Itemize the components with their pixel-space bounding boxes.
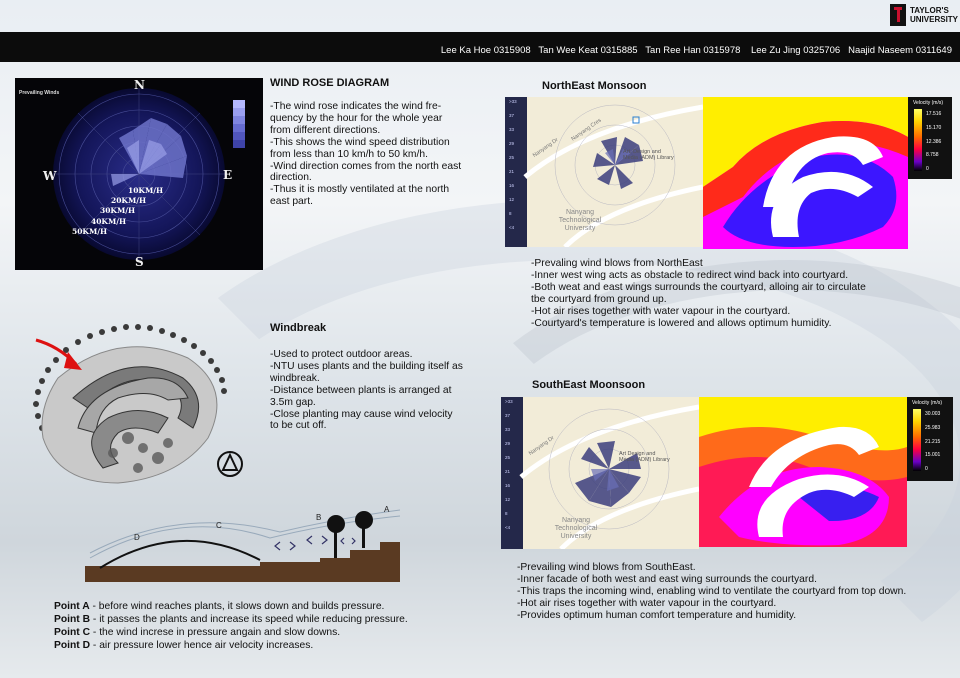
scale-label: 29 [509,141,515,146]
library-label: Art, Design and Media (ADM) Library [623,149,674,161]
ring-label: 40KM/H [91,217,127,226]
legend-tick: 21.215 [925,439,941,445]
scale-label: <4 [505,525,511,530]
point-label: Point C [54,626,91,638]
scale-label: 8 [509,211,512,216]
legend-tick: 8.758 [926,152,939,158]
scale-label: 8 [505,511,508,516]
section-label-a: A [384,505,390,514]
scale-label: 12 [509,197,515,202]
wind-section-diagram [80,498,400,586]
scale-label: 33 [505,427,511,432]
scale-label: 12 [505,497,511,502]
compass-north: N [134,78,145,92]
section-graphic [80,498,400,586]
library-label: Art Design and Media (ADM) Library [619,451,670,463]
scale-label: 33 [509,127,515,132]
wind-rose-text: -The wind rose indicates the wind fre- quency by the hour for the whole year from different directions. -This shows the wind speed distribution from less than 10 km/h to 50 km/h. -Wind direction comes from the north east direction. -Thus it is mostly ventilated at the north east part. [270,101,462,208]
scale-label: 16 [505,483,511,488]
scale-label: 16 [509,183,515,188]
scale-label: <4 [509,225,515,230]
campus-label: Nanyang Technological University [554,517,598,540]
road-label: Nanyang Dr [527,435,556,457]
point-item [54,640,408,653]
legend-tick: 0 [926,166,929,172]
road-label: Nanyang Cres [570,117,603,143]
logo-mark-icon [890,4,906,26]
university-logo [890,4,960,26]
legend-tick: 17.516 [926,111,942,117]
legend-tick: 25.983 [925,425,941,431]
point-label: Point B [54,613,91,625]
legend-tick: 15.001 [925,452,941,458]
scale-label: 25 [505,455,511,460]
section-label-b: B [316,513,322,522]
legend-title: Velocity (m/s) [912,400,943,406]
windbreak-heading: Windbreak [270,322,327,334]
windbreak-text: -Used to protect outdoor areas. -NTU uses plants and the building itself as windbreak. -Distance between plants is arranged at 3.5m gap. -Close planting may cause wind velocity to be cut off. [270,349,463,432]
point-item [54,614,408,627]
northeast-velocity-legend [908,97,952,179]
ring-label: 20KM/H [111,196,147,205]
scale-label: 25 [509,155,515,160]
legend-tick: 12.386 [926,139,942,145]
northeast-wind-map [505,97,703,247]
legend-tick: 0 [925,466,928,472]
section-label-c: C [216,521,222,530]
point-label: Point A [54,601,90,612]
section-label-d: D [134,533,140,542]
ring-label: 10KM/H [128,186,164,195]
ring-label: 50KM/H [72,227,108,236]
southeast-wind-map [501,397,699,549]
wind-rose-chart-title: Prevailing Winds [19,90,60,96]
se-sim-graphic [699,397,907,547]
group-member-names: Lee Ka Hoe 0315908 Tan Wee Keat 0315885 Tan Ree Han 0315978 Lee Zu Jing 0325706 Naajid Naseem 0311649 [440,45,952,56]
points-list [54,601,408,653]
wind-rose-heading: WIND ROSE DIAGRAM [270,77,390,89]
windbreak-site-plan [18,318,248,496]
legend-title: Velocity (m/s) [913,100,944,106]
southeast-text: -Prevailing wind blows from SouthEast. -Inner facade of both west and east wing surrounds the courtyard. -This traps the incoming wind, enabling wind to ventilate the courtyard from top down. -Hot air rises together with water vapour in the courtyard. -Provides optimum human comfort temperature and humidity. [517,562,907,621]
scale-label: 21 [509,169,515,174]
legend-tick: 30.003 [925,411,941,417]
scale-label: >33 [505,399,513,404]
scale-label: 21 [505,469,511,474]
campus-label: Nanyang Technological University [558,209,602,232]
northeast-heading: NorthEast Monsoon [542,80,647,92]
compass-south: S [135,255,144,269]
legend-gradient [914,109,922,171]
point-item [54,627,408,640]
road-label: Nanyang Dr [531,137,560,159]
southeast-velocity-legend [907,397,953,481]
southeast-description [517,562,957,622]
windbreak-description [270,349,500,432]
point-text: - the wind increse in pressure angain and slow downs. [90,626,341,638]
legend-tick: 15.170 [926,125,942,131]
ne-sim-graphic [703,97,908,249]
point-item [54,601,408,614]
ring-label: 30KM/H [100,206,136,215]
scale-label: 37 [509,113,515,118]
northeast-text: -Prevaling wind blows from NorthEast -Inner west wing acts as obstacle to redirect wind back into courtyard. -Both weat and east wings surrounds the courtyard, alloing air to circulate tbe courtyard from ground up. -Hot air rises together with water vapour in the courtyard. -Courtyard's temperature is lowered and allows optimum humidity. [531,258,866,329]
site-plan-graphic [18,318,248,496]
scale-label: >33 [509,99,517,104]
scale-label: 37 [505,413,511,418]
wind-rose-description [270,101,495,208]
wind-rose-image [15,78,263,270]
compass-east: E [223,168,233,182]
point-text: - before wind reaches plants, it slows down and builds pressure. [89,601,385,612]
northeast-description [531,258,911,329]
point-text: - air pressure lower hence air velocity increases. [90,639,314,651]
logo-text: TAYLOR'S UNIVERSITY [910,6,959,24]
point-text: - it passes the plants and increase its speed while reducing pressure. [90,613,408,625]
northeast-velocity-simulation [703,97,908,249]
southeast-heading: SouthEast Moonsoon [532,379,646,391]
point-label: Point D [54,639,91,651]
compass-west: W [43,169,57,183]
southeast-velocity-simulation [699,397,907,547]
legend-gradient [913,409,921,471]
scale-label: 29 [505,441,511,446]
names-bar [0,32,960,62]
